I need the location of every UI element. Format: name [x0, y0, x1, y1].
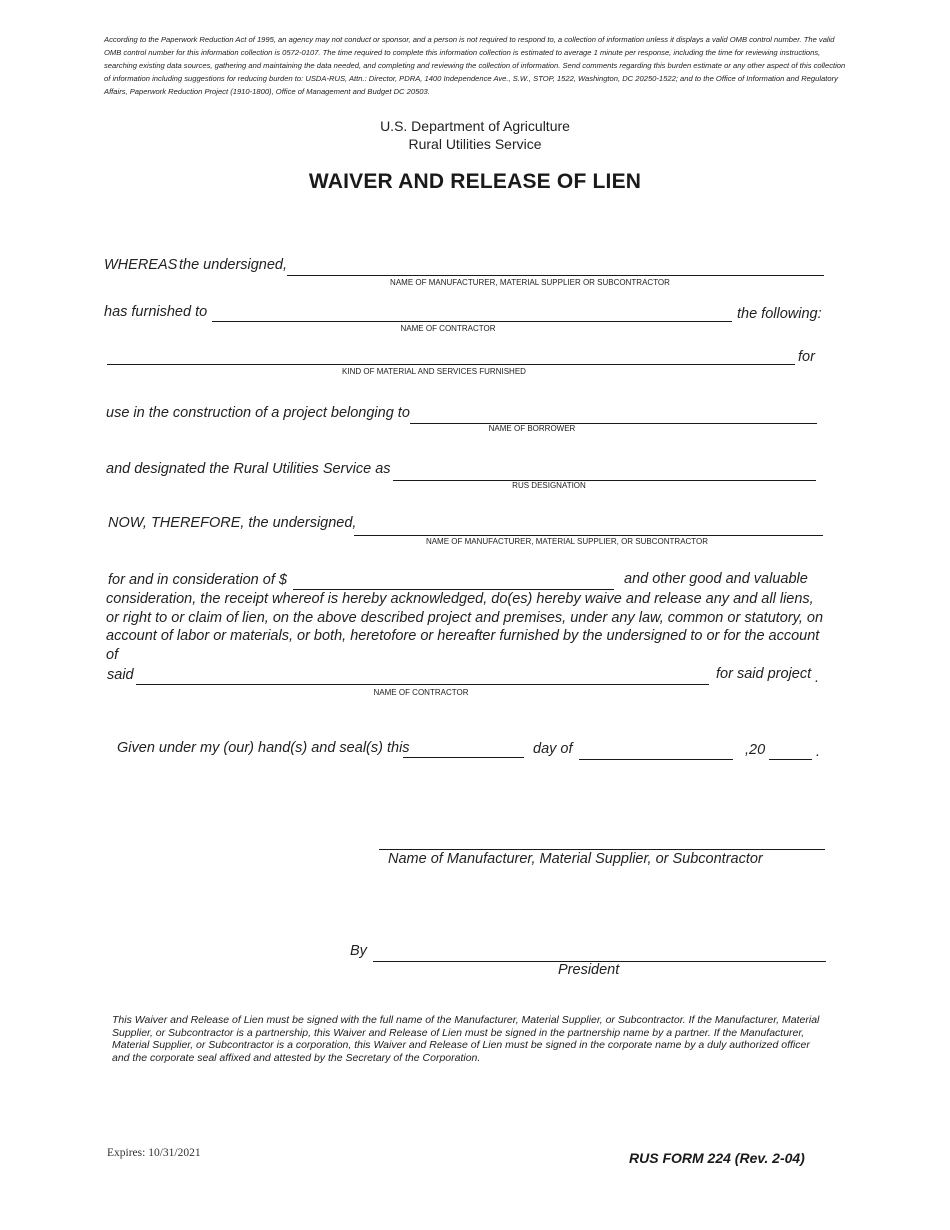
manufacturer-caption-2: NAME OF MANUFACTURER, MATERIAL SUPPLIER, OR SUBCONTRACTOR	[425, 537, 709, 546]
other-good-label: and other good and valuable	[624, 571, 808, 587]
contractor-name-field[interactable]	[212, 321, 732, 322]
month-field[interactable]	[579, 759, 733, 760]
for-label: for	[798, 349, 815, 365]
material-services-field[interactable]	[107, 364, 795, 365]
paperwork-notice: According to the Paperwork Reduction Act of 1995, an agency may not conduct or sponsor, and a person is not required to respond to, a collection of information unless it displays a valid OMB control number. The valid OMB control number for this information collection is 0572-0107. The time required to complete this information collection is estimated to average 1 minute per response, including the time for reviewing instructions, searching existing data sources, gathering and maintaining the data needed, and completing and reviewing the collection of information. Send comments regarding this burden estimate or any other aspect of this collection of information including suggestions for reducing burden to: USDA-RUS, Attn.: Director, PDRA, 1400 Independence Ave., S.W., STOP, 1522, Washington, DC 20250-1522; and to the Office of Information and Regulatory Affairs, Paperwork Reduction Project (1910-1800), Office of Management and Budget DC 20503.	[104, 35, 846, 96]
project-period: .	[815, 670, 820, 686]
furnished-to-label: has furnished to	[104, 304, 208, 320]
president-label: President	[558, 962, 620, 978]
service-name: Rural Utilities Service	[408, 136, 542, 152]
signature-name-label: Name of Manufacturer, Material Supplier, or Subcontractor	[388, 851, 763, 867]
release-paragraph: consideration, the receipt whereof is hereby acknowledged, do(es) hereby waive and release any and all liens, or right to or claim of lien, on the above described project and premises, under any law, common or statutory, on account of labor or materials, or both, heretofore or hereafter furnished by the undersigned to or for the account of	[106, 591, 824, 663]
manufacturer-caption: NAME OF MANUFACTURER, MATERIAL SUPPLIER OR SUBCONTRACTOR	[390, 278, 670, 287]
given-under-label: Given under my (our) hand(s) and seal(s) this	[117, 740, 410, 756]
day-field[interactable]	[403, 757, 524, 758]
manufacturer-name-field[interactable]	[287, 275, 824, 276]
contractor-caption: NAME OF CONTRACTOR	[400, 324, 496, 333]
expiration-date: Expires: 10/31/2021	[107, 1147, 201, 1159]
undersigned-label: the undersigned,	[179, 257, 288, 273]
by-label: By	[350, 943, 367, 959]
material-caption: KIND OF MATERIAL AND SERVICES FURNISHED	[342, 367, 526, 376]
for-said-project-label: for said project	[716, 666, 812, 682]
whereas-label: WHEREAS	[104, 257, 178, 273]
signature-name-field[interactable]	[379, 849, 825, 850]
consideration-label: for and in consideration of $	[108, 572, 287, 588]
year-prefix-label: ,20	[745, 742, 766, 758]
designation-caption: RUS DESIGNATION	[512, 481, 586, 490]
year-field[interactable]	[769, 759, 812, 760]
contractor-caption-2: NAME OF CONTRACTOR	[373, 688, 469, 697]
date-period: .	[816, 744, 821, 760]
said-label: said	[107, 667, 134, 683]
the-following-label: the following:	[737, 306, 822, 322]
said-contractor-field[interactable]	[136, 684, 709, 685]
day-of-label: day of	[533, 741, 573, 757]
use-in-construction-label: use in the construction of a project belonging to	[106, 405, 410, 421]
now-therefore-label: NOW, THEREFORE, the undersigned,	[108, 515, 357, 531]
form-number: RUS FORM 224 (Rev. 2-04)	[629, 1150, 805, 1166]
designated-label: and designated the Rural Utilities Service as	[106, 461, 391, 477]
manufacturer-name-field-2[interactable]	[354, 535, 823, 536]
borrower-caption: NAME OF BORROWER	[488, 424, 576, 433]
signing-instructions: This Waiver and Release of Lien must be signed with the full name of the Manufacturer, Material Supplier, or Subcontractor. If the Manufacturer, Material Supplier, or Subcontractor is a partnership, this Waiver and Release of Lien must be signed in the partnership name by a partner. If the Manufacturer, Material Supplier, or Subcontractor is a corporation, this Waiver and Release of Lien must be signed in the corporate name by a duly authorized officer and the corporate seal affixed and attested by the Secretary of the Corporation.	[112, 1014, 820, 1064]
page-title: WAIVER AND RELEASE OF LIEN	[308, 170, 642, 193]
department-name: U.S. Department of Agriculture	[380, 118, 570, 134]
